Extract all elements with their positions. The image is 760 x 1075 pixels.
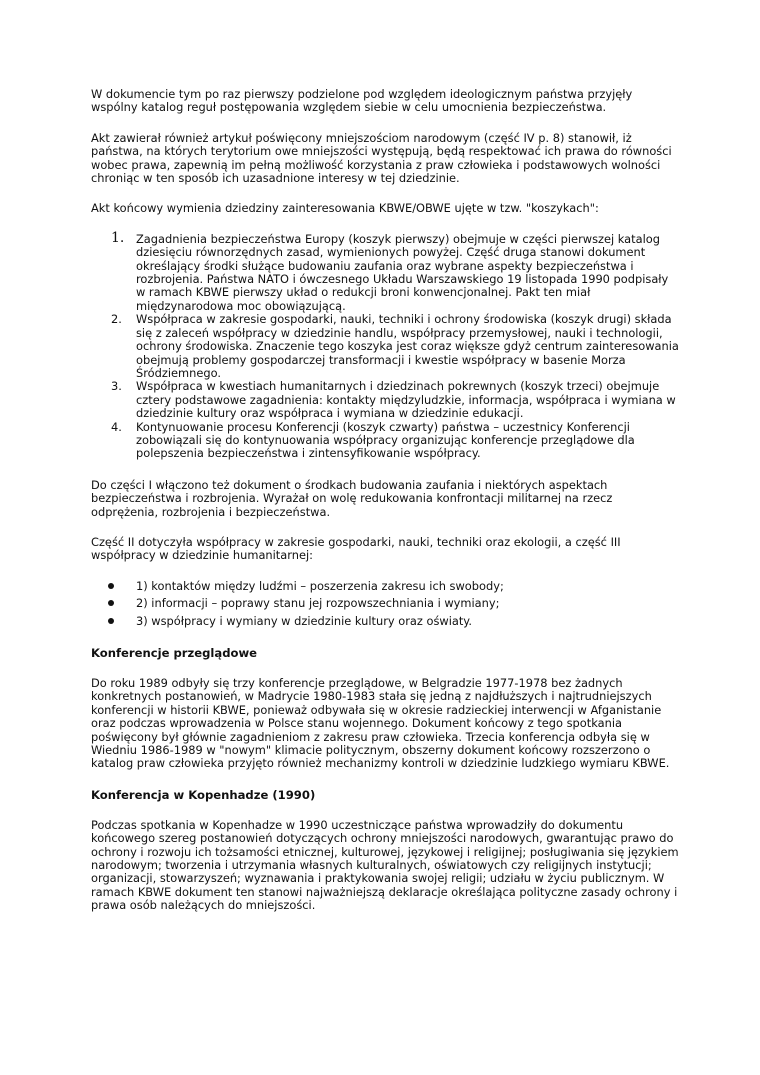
baskets-list: [91, 233, 681, 461]
list-item: Kontynuowanie procesu Konferencji (koszyk czwarty) państwa – uczestnicy Konferencji zobowiązali się do kontynuowania współpracy organizując konferencje przeglądowe dla polepszenia bezpieczeństwa i zintensyfikowanie współpracy.: [136, 419, 635, 461]
document-page: [91, 88, 681, 930]
list-item: [136, 580, 681, 593]
parts-list: [91, 580, 681, 628]
part-two-three-paragraph: Część II dotyczyła współpracy w zakresie gospodarki, nauki, techniki oraz ekologii, a część III współpracy w dziedzinie humanitarnej:: [91, 534, 621, 563]
part-one-paragraph: Do części I włączono też dokument o środkach budowania zaufania i niektórych aspektach bezpieczeństwa i rozbrojenia. Wyrażał on wolę redukowania konfrontacji militarnej na rzecz odprężenia, rozbrojenia i bezpieczeństwa.: [91, 477, 613, 519]
list-item: [136, 597, 681, 610]
copenhagen-heading: Konferencja w Kopenhadze (1990): [91, 787, 316, 802]
list-item-text: 1) kontaktów między ludźmi – poszerzenia zakresu ich swobody;: [136, 578, 504, 593]
review-paragraph: Do roku 1989 odbyły się trzy konferencje przeglądowe, w Belgradzie 1977-1978 bez żadnych konkretnych postanowień, w Madrycie 1980-1983 stała się jedną z najdłuższych i najtrudniejszych konferencji w historii KBWE, ponieważ odbywała się w okresie radzieckiej interwencji w Afganistanie oraz podczas wprowadzenia w Polsce stanu wojennego. Dokument końcowy z tego spotkania poświęcony był głównie zagadnieniom z zakresu praw człowieka. Trzecia konferencja odbyła się w Wiedniu 1986-1989 w "nowym" klimacie politycznym, obszerny dokument końcowy rozszerzono o katalog praw człowieka przyjęto również mechanizmy kontroli w dziedzinie ludzkiego wymiaru KBWE.: [91, 676, 670, 771]
list-item-text: 3) współpracy i wymiany w dziedzinie kultury oraz oświaty.: [136, 613, 473, 628]
list-item: Współpraca w kwestiach humanitarnych i dziedzinach pokrewnych (koszyk trzeci) obejmuje cztery podstawowe zagadnienia: kontakty międzyludzkie, informacja, współpraca i wymiana w dziedzinie kultury oraz współpraca i wymiana w dziedzinie edukacji.: [136, 379, 676, 421]
review-heading: Konferencje przeglądowe: [91, 646, 258, 660]
intro-paragraph: W dokumencie tym po raz pierwszy podzielone pod względem ideologicznym państwa przyjęły wspólny katalog reguł postępowania względem siebie w celu umocnienia bezpieczeństwa.: [91, 87, 633, 115]
bullet-icon: [108, 600, 114, 606]
list-item: [136, 615, 681, 628]
list-item: Zagadnienia bezpieczeństwa Europy (koszyk pierwszy) obejmuje w części pierwszej katalog dziesięciu równorzędnych zasad, wymienionych powyżej. Część druga stanowi dokument określający środki służące budowaniu zaufania oraz wybrane aspekty bezpieczeństwa i rozbrojenia. Państwa NATO i ówczesnego Układu Warszawskiego 19 listopada 1990 podpisały w ramach KBWE pierwszy układ o redukcji broni konwencjonalnej. Pakt ten miał międzynarodowa moc obowiązującą.: [136, 231, 669, 313]
copenhagen-paragraph: Podczas spotkania w Kopenhadze w 1990 uczestniczące państwa wprowadziły do dokumentu końcowego szereg postanowień dotyczących ochrony mniejszości narodowych, gwarantując prawo do ochrony i rozwoju ich tożsamości etnicznej, kulturowej, językowej i religijnej; posługiwania się językiem narodowym; tworzenia i utrzymania własnych kulturalnych, oświatowych czy religijnych instytucji; organizacji, stowarzyszeń; wyznawania i praktykowania swojej religii; udziału w życiu publicznym. W ramach KBWE dokument ten stanowi najważniejszą deklaracje określająca polityczne zasady ochrony i prawa osób należących do mniejszości.: [91, 817, 679, 913]
bullet-icon: [108, 618, 114, 624]
bullet-icon: [108, 583, 114, 589]
minorities-paragraph: Akt zawierał również artykuł poświęcony mniejszościom narodowym (część IV p. 8) stanowił, iż państwa, na których terytorium owe mniejszości występują, będą respektować ich prawa do równości wobec prawa, zapewnią im pełną możliwość korzystania z praw człowieka i podstawowych wolności chroniąc w ten sposób ich uzasadnione interesy w tej dziedzinie.: [91, 130, 672, 186]
baskets-intro-paragraph: Akt końcowy wymienia dziedziny zainteresowania KBWE/OBWE ujęte w tzw. "koszykach":: [91, 201, 599, 216]
list-item-text: 2) informacji – poprawy stanu jej rozpowszechniania i wymiany;: [136, 596, 500, 611]
list-item: Współpraca w zakresie gospodarki, nauki, techniki i ochrony środowiska (koszyk drugi) składa się z zaleceń współpracy w dziedzinie handlu, współpracy przemysłowej, nauki i technologii, ochrony środowiska. Znaczenie tego koszyka jest coraz większe gdyż centrum zainteresowania obejmują problemy gospodarczej transformacji i kwestie współpracy w basenie Morza Śródziemnego.: [136, 312, 679, 380]
